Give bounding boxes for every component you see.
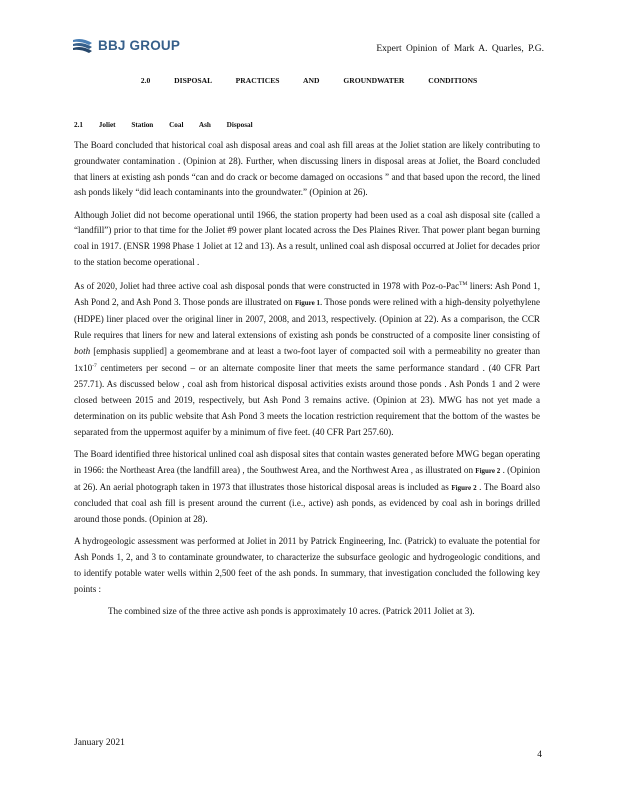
document-header: Expert Opinion of Mark A. Quarles, P.G. <box>376 44 544 54</box>
document-body <box>74 138 540 620</box>
bullet-item <box>74 604 540 620</box>
footer-date: January 2021 <box>74 738 125 748</box>
text-run: . The Board also concluded that coal ash fill is present around the current (i.e., active) ash ponds, as evidenced by coal ash in borings drilled around those ponds. (Opinion at 28). <box>74 481 541 525</box>
exponent: -7 <box>92 363 97 370</box>
section-title: 2.0 DISPOSAL PRACTICES AND GROUNDWATER CONDITIONS <box>140 76 478 85</box>
subsection-title: 2.1 Joliet Station Coal Ash Disposal <box>74 121 253 129</box>
figure-reference: Figure 1 <box>294 299 320 308</box>
company-logo <box>72 36 180 54</box>
figure-reference: Figure 2 <box>475 466 501 475</box>
text-run: . (Opinion at 26). An aerial photograph taken in 1973 that illustrates those historical disposal areas is included as <box>74 464 540 492</box>
bbj-logo-icon <box>72 36 94 54</box>
paragraph-4 <box>74 447 540 528</box>
text-run: . Those ponds were relined with a high-density polyethylene (HDPE) liner placed over the original liner in 2007, 2008, and 2013, respectively. (Opinion at 22). As a comparison, the CCR Rule requires that liners for new and lateral extensions of existing ash ponds be constructed of a composite liner consisting of <box>74 297 540 340</box>
paragraph-3 <box>74 277 540 440</box>
page-number: 4 <box>537 750 542 760</box>
paragraph-5: A hydrogeologic assessment was performed at Joliet in 2011 by Patrick Engineering, Inc. (Patrick) to evaluate the potential for Ash Ponds 1, 2, and 3 to contaminate groundwater, to characterize the subsurface geologic and hydrogeologic conditions, and to identify potable water wells within 2,500 feet of the ash ponds. In summary, that investigation concluded the following key points : <box>74 536 540 594</box>
text-run: liners: Ash Pond 1, Ash Pond 2, and Ash Pond 3. Those ponds are illustrated on <box>74 281 540 308</box>
emphasis: both <box>74 345 91 356</box>
bullet-text: The combined size of the three active ash ponds is approximately 10 acres. (Patrick 2011 Joliet at 3). <box>108 606 475 617</box>
trademark: TM <box>459 281 468 288</box>
text-run: The Board identified three historical unlined coal ash disposal sites that contain wastes generated before MWG began operating in 1966: the Northeast Area (the landfill area) , the Southwest Area, and the Northwest Area , as illustrated on <box>74 448 540 475</box>
logo-text: BBJ GROUP <box>98 37 181 53</box>
bullet-icon <box>74 604 108 620</box>
paragraph-1: The Board concluded that historical coal ash disposal areas and coal ash fill areas at the Joliet station are likely contributing to groundwater contamination . (Opinion at 28). Further, when discussing liners in disposal areas at Joliet, the Board concluded that liners at existing ash ponds “can and do crack or become damaged on occasions ” and that based upon the record, the lined ash ponds likely “did leach contaminants into the groundwater.” (Opinion at 26). <box>74 140 540 198</box>
figure-reference: Figure 2 <box>451 483 477 492</box>
text-run: centimeters per second – or an alternate composite liner that meets the same performance standard . (40 CFR Part 257.71). As discussed below , coal ash from historical disposal activities exists around those ponds . Ash Ponds 1 and 2 were closed between 2015 and 2019, respectively, but Ash Pond 3 remains active. (Opinion at 23). MWG has not yet made a determination on its public website that Ash Pond 3 meets the location restriction requirement that the bottom of the wastes be separated from the uppermost aquifer by a minimum of five feet. (40 CFR Part 257.60). <box>74 363 540 437</box>
text-run: [emphasis supplied] a geomembrane and at least a two-foot layer of compacted soil with a permeability no greater than 1x10 <box>74 345 540 374</box>
paragraph-2: Although Joliet did not become operational until 1966, the station property had been used as a coal ash disposal site (called a “landfill”) prior to that time for the Joliet #9 power plant located across the Des Plaines River. That power plant began burning coal in 1917. (ENSR 1998 Phase 1 Joliet at 12 and 13). As a result, unlined coal ash disposal occurred at Joliet for decades prior to the station become operational . <box>74 209 540 268</box>
text-run: As of 2020, Joliet had three active coal ash disposal ponds that were constructed in 1978 with Poz-o-Pac <box>74 281 460 292</box>
